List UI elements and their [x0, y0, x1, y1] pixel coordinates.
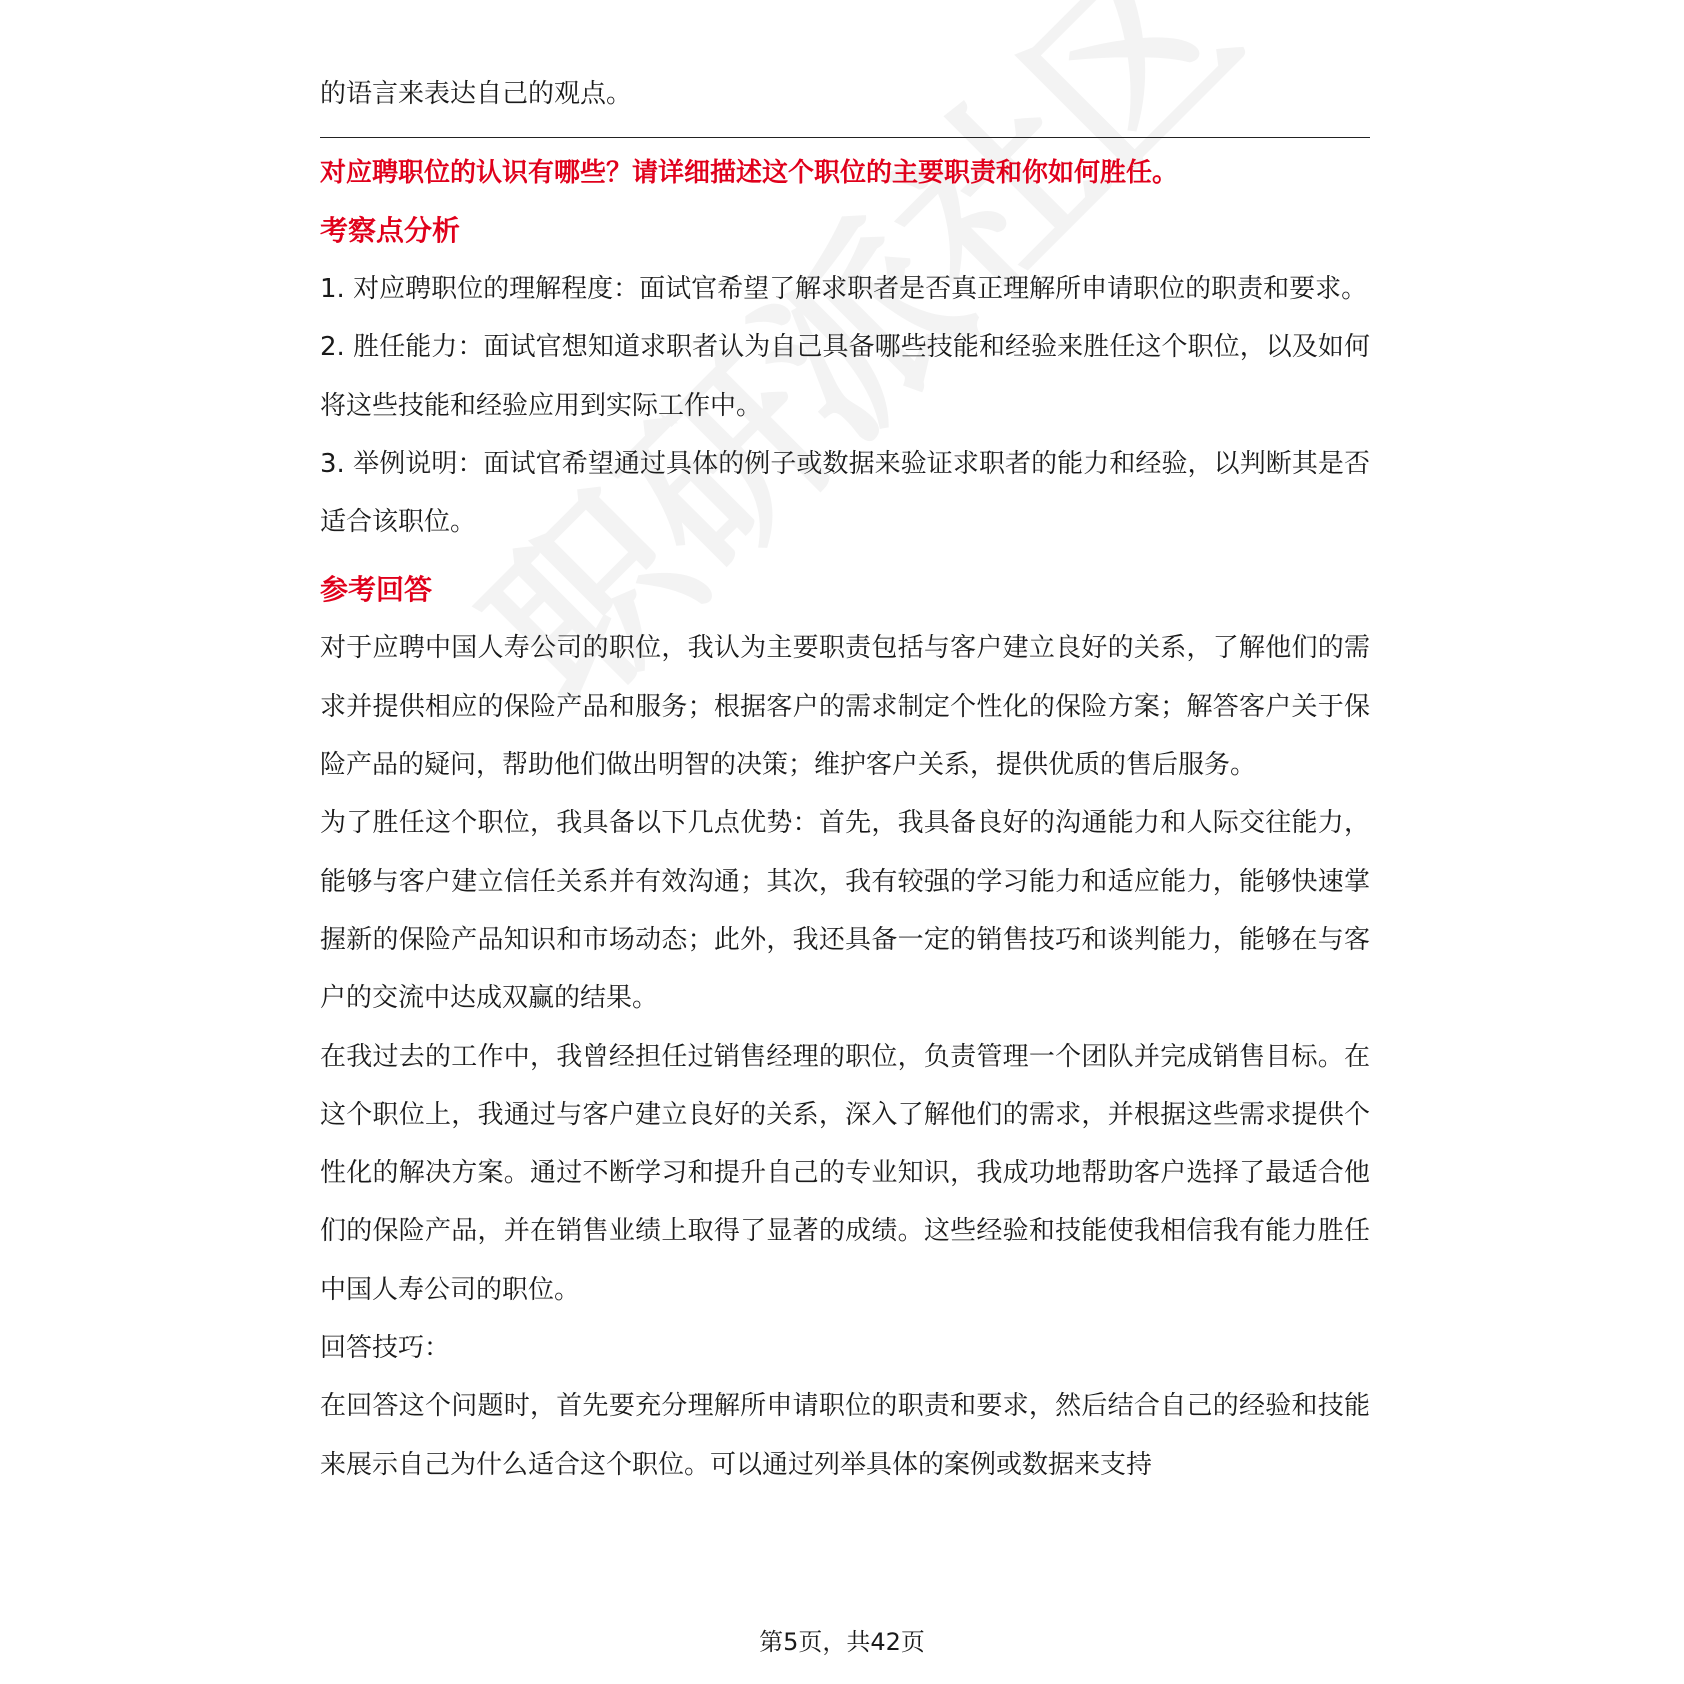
section-divider [320, 137, 1370, 138]
analysis-heading: 考察点分析 [320, 214, 461, 247]
tips-text: 在回答这个问题时，首先要充分理解所申请职位的职责和要求，然后结合自己的经验和技能来展示自己为什么适合这个职位。可以通过列举具体的案例或数据来支持 [320, 1391, 1370, 1480]
tips-label: 回答技巧： [320, 1333, 451, 1364]
intro-tail-text: 的语言来表达自己的观点。 [320, 79, 633, 109]
answer-paragraph-1: 对于应聘中国人寿公司的职位，我认为主要职责包括与客户建立良好的关系，了解他们的需求并提供相应的保险产品和服务；根据客户的需求制定个性化的保险方案；解答客户关于保险产品的疑问，帮助他们做出明智的决策；维护客户关系，提供优质的售后服务。 [320, 633, 1370, 781]
page-content [320, 65, 1370, 1494]
analysis-point-1: 1. 对应聘职位的理解程度：面试官希望了解求职者是否真正理解所申请职位的职责和要求。 [320, 274, 1368, 304]
answer-heading: 参考回答 [320, 573, 433, 607]
page-number: 第5页，共42页 [759, 1628, 925, 1656]
analysis-point-3: 3. 举例说明：面试官希望通过具体的例子或数据来验证求职者的能力和经验，以判断其是否适合该职位。 [320, 448, 1370, 538]
answer-paragraph-3: 在我过去的工作中，我曾经担任过销售经理的职位，负责管理一个团队并完成销售目标。在这个职位上，我通过与客户建立良好的关系，深入了解他们的需求，并根据这些需求提供个性化的解决方案。通过不断学习和提升自己的专业知识，我成功地帮助客户选择了最适合他们的保险产品，并在销售业绩上取得了显著的成绩。这些经验和技能使我相信我有能力胜任中国人寿公司的职位。 [320, 1041, 1370, 1305]
answer-paragraph-2: 为了胜任这个职位，我具备以下几点优势：首先，我具备良好的沟通能力和人际交往能力，能够与客户建立信任关系并有效沟通；其次，我有较强的学习能力和适应能力，能够快速掌握新的保险产品知识和市场动态；此外，我还具备一定的销售技巧和谈判能力，能够在与客户的交流中达成双赢的结果。 [320, 808, 1370, 1014]
analysis-point-2: 2. 胜任能力：面试官想知道求职者认为自己具备哪些技能和经验来胜任这个职位，以及如何将这些技能和经验应用到实际工作中。 [320, 332, 1370, 421]
question-title: 对应聘职位的认识有哪些？请详细描述这个职位的主要职责和你如何胜任。 [320, 158, 1179, 188]
